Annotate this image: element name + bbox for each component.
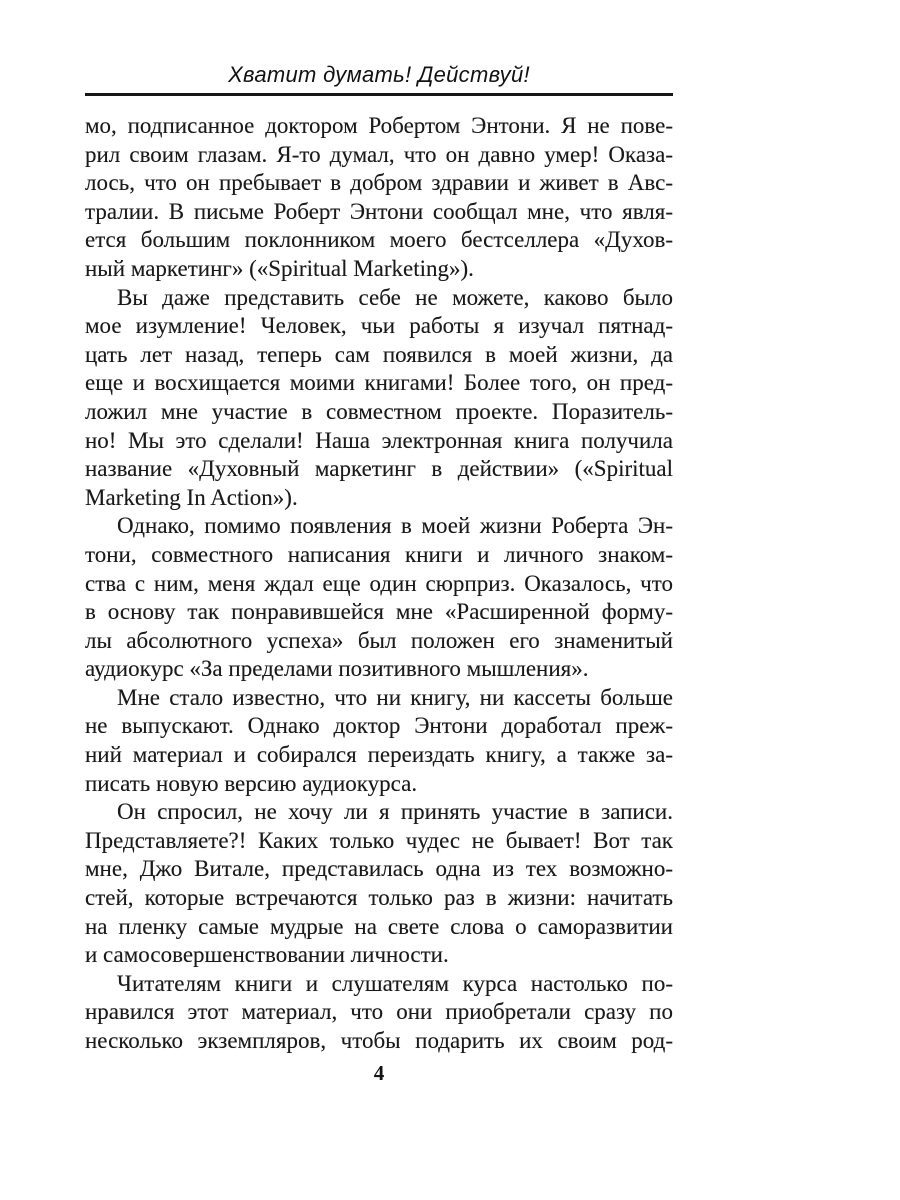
text-line: тралии. В письме Роберт Энтони сообщал мне, что явля-: [85, 198, 673, 224]
text-line: мо, подписанное доктором Робертом Энтони. Я не пове-: [85, 113, 673, 138]
text-line: и самосовершенствовании личности.: [85, 942, 449, 968]
paragraph: [85, 512, 673, 684]
page-number: 4: [373, 1060, 385, 1085]
text-line: на пленку самые мудрые на свете слова о саморазвитии: [85, 913, 673, 939]
text-line: писать новую версию аудиокурса.: [85, 770, 418, 796]
text-line: ный маркетинг» («Spiritual Marketing»).: [85, 255, 474, 281]
text-line: еще и восхищается моими книгами! Более того, он пред-: [85, 370, 673, 396]
text-line: Marketing In Action»).: [85, 484, 298, 510]
page-footer: [85, 1061, 673, 1086]
paragraph: [85, 112, 673, 284]
text-line: несколько экземпляров, чтобы подарить их своим род-: [85, 1028, 673, 1053]
text-line: Он спросил, не хочу ли я принять участие в записи.: [117, 799, 673, 825]
text-line: аудиокурс «За пределами позитивного мышления».: [85, 656, 589, 682]
text-line: Вы даже представить себе не можете, каково было: [117, 284, 673, 310]
text-line: ства с ним, меня ждал еще один сюрприз. Оказалось, что: [85, 570, 673, 596]
paragraph: [85, 284, 673, 513]
text-line: нравился этот материал, что они приобретали сразу по: [85, 999, 673, 1025]
text-line: рил своим глазам. Я-то думал, что он давно умер! Оказа-: [85, 141, 673, 167]
page-header: [85, 62, 673, 96]
page-body: [85, 112, 673, 1056]
text-line: цать лет назад, теперь сам появился в моей жизни, да: [85, 341, 673, 367]
paragraph: [85, 798, 673, 970]
text-line: мне, Джо Витале, представилась одна из тех возможно-: [85, 856, 673, 882]
text-line: стей, которые встречаются только раз в жизни: начитать: [85, 885, 673, 911]
text-line: Мне стало известно, что ни книгу, ни кассеты больше: [117, 684, 673, 710]
text-line: ется большим поклонником моего бестселлера «Духов-: [85, 227, 673, 253]
text-line: но! Мы это сделали! Наша электронная книга получила: [85, 427, 673, 453]
running-head: Хватит думать! Действуй!: [228, 62, 530, 87]
text-line: ложил мне участие в совместном проекте. Поразитель-: [85, 398, 673, 424]
text-line: лось, что он пребывает в добром здравии и живет в Авс-: [85, 170, 673, 196]
text-line: лы абсолютного успеха» был положен его знаменитый: [85, 627, 673, 653]
text-column: [85, 0, 673, 1086]
text-line: в основу так понравившейся мне «Расширенной форму-: [85, 599, 673, 625]
paragraph: [85, 970, 673, 1056]
text-line: мое изумление! Человек, чьи работы я изучал пятнад-: [85, 313, 673, 339]
text-line: Представляете?! Каких только чудес не бывает! Вот так: [85, 827, 673, 853]
text-line: название «Духовный маркетинг в действии» («Spiritual: [85, 456, 673, 482]
text-line: Однако, помимо появления в моей жизни Роберта Эн-: [117, 513, 673, 539]
text-line: тони, совместного написания книги и личного знаком-: [85, 541, 673, 567]
text-line: Читателям книги и слушателям курса настолько по-: [117, 970, 673, 996]
text-line: не выпускают. Однако доктор Энтони доработал преж-: [85, 713, 673, 739]
text-line: ний материал и собирался переиздать книгу, а также за-: [85, 742, 673, 768]
paragraph: [85, 684, 673, 798]
header-rule: [85, 93, 673, 96]
